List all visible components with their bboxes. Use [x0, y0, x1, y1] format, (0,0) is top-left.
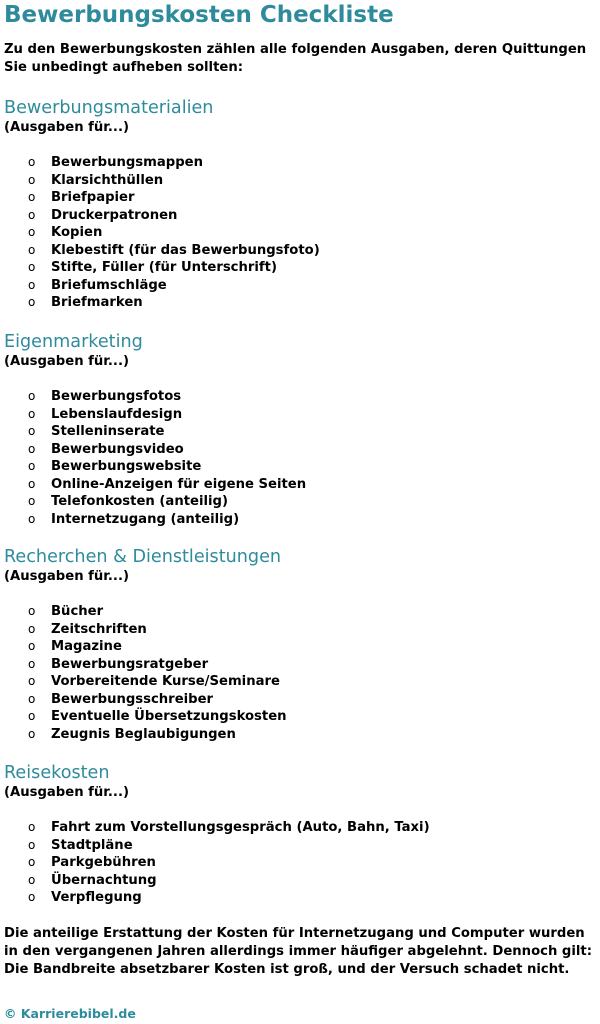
list-item-text: Internetzugang (anteilig): [51, 511, 240, 527]
bullet-circle-icon: o: [28, 837, 36, 852]
bullet-circle-icon: o: [28, 820, 36, 834]
bullet-circle-icon: o: [28, 295, 36, 309]
checklist: [4, 154, 596, 312]
section-heading: Bewerbungsmaterialien: [4, 98, 214, 118]
list-item-text: Briefumschläge: [51, 277, 167, 293]
bullet-circle-icon: o: [28, 855, 36, 869]
list-item-text: Bewerbungsschreiber: [51, 691, 214, 707]
list-item: [4, 406, 596, 424]
bullet-circle-icon: o: [28, 674, 36, 688]
intro-paragraph: Zu den Bewerbungskosten zählen alle folgenden Ausgaben, deren Quittungen Sie unbedingt aufheben sollten:: [4, 42, 587, 75]
bullet-circle-icon: o: [28, 872, 36, 887]
checklist: [4, 603, 596, 743]
section-eigenmarketing: [4, 331, 596, 528]
bullet-circle-icon: o: [28, 656, 36, 671]
list-item: [4, 726, 596, 744]
bullet-circle-icon: o: [28, 260, 36, 274]
list-item: [4, 242, 596, 260]
bullet-circle-icon: o: [28, 511, 36, 526]
bullet-circle-icon: o: [28, 172, 36, 187]
list-item: [4, 673, 596, 691]
outro-block: [4, 925, 600, 979]
list-item-text: Briefpapier: [51, 190, 135, 205]
list-item-text: Druckerpatronen: [51, 207, 178, 223]
list-item: [4, 837, 596, 855]
bullet-circle-icon: o: [28, 389, 36, 403]
list-item: [4, 224, 596, 242]
list-item-text: Klebestift (für das Bewerbungsfoto): [51, 242, 320, 258]
bullet-circle-icon: o: [28, 726, 36, 741]
list-item-text: Klarsichthüllen: [51, 172, 164, 188]
list-item-text: Parkgebühren: [51, 855, 156, 870]
section-heading: Reisekosten: [4, 763, 110, 783]
list-item: [4, 889, 596, 907]
list-item-text: Zeitschriften: [51, 621, 147, 637]
outro-paragraph: Die anteilige Erstattung der Kosten für Internetzugang und Computer wurden in den vergangenen Jahren allerdings immer häufiger abgelehnt. Dennoch gilt: Die Bandbreite absetzbarer Kosten ist groß, und der Versuch schadet nicht.: [4, 926, 592, 977]
list-item: [4, 388, 596, 406]
list-item: [4, 638, 596, 656]
section-bewerbungsmaterialien: [4, 97, 596, 312]
list-item: [4, 493, 596, 511]
list-item: [4, 154, 596, 172]
list-item: [4, 189, 596, 207]
bullet-circle-icon: o: [28, 190, 36, 204]
list-item: [4, 476, 596, 494]
bullet-circle-icon: o: [28, 621, 36, 636]
bullet-circle-icon: o: [28, 207, 36, 222]
bullet-circle-icon: o: [28, 225, 36, 239]
section-heading: Recherchen & Dienstleistungen: [4, 547, 282, 567]
section-heading: Eigenmarketing: [4, 332, 143, 352]
list-item: [4, 872, 596, 890]
list-item-text: Eventuelle Übersetzungskosten: [51, 709, 287, 724]
list-item: [4, 708, 596, 726]
list-item-text: Zeugnis Beglaubigungen: [51, 726, 236, 742]
page-title: Bewerbungskosten Checkliste: [4, 2, 394, 28]
list-item: [4, 423, 596, 441]
checklist: [4, 819, 596, 907]
list-item: [4, 854, 596, 872]
bullet-circle-icon: o: [28, 424, 36, 438]
list-item: [4, 819, 596, 837]
list-item-text: Magazine: [51, 639, 122, 654]
bullet-circle-icon: o: [28, 277, 36, 292]
bullet-circle-icon: o: [28, 476, 36, 491]
list-item: [4, 277, 596, 295]
list-item-text: Online-Anzeigen für eigene Seiten: [51, 476, 307, 492]
list-item-text: Bewerbungswebsite: [51, 459, 202, 474]
list-item: [4, 441, 596, 459]
footer-copyright: © Karrierebibel.de: [4, 1006, 136, 1021]
list-item: [4, 207, 596, 225]
list-item: [4, 172, 596, 190]
bullet-circle-icon: o: [28, 406, 36, 421]
list-item: [4, 294, 596, 312]
list-item-text: Übernachtung: [51, 872, 157, 888]
list-item-text: Bücher: [51, 604, 104, 619]
bullet-circle-icon: o: [28, 691, 36, 706]
list-item: [4, 603, 596, 621]
bullet-circle-icon: o: [28, 155, 36, 169]
bullet-circle-icon: o: [28, 242, 36, 257]
list-item-text: Briefmarken: [51, 295, 143, 310]
list-item-text: Bewerbungsmappen: [51, 155, 203, 170]
bullet-circle-icon: o: [28, 639, 36, 653]
list-item: [4, 259, 596, 277]
section-recherchen-dienstleistungen: [4, 546, 596, 743]
list-item-text: Fahrt zum Vorstellungsgespräch (Auto, Bahn, Taxi): [51, 820, 430, 835]
list-item-text: Stelleninserate: [51, 424, 165, 439]
section-subheading: (Ausgaben für...): [4, 354, 129, 369]
list-item-text: Lebenslaufdesign: [51, 406, 183, 422]
section-subheading: (Ausgaben für...): [4, 785, 129, 800]
list-item-text: Stifte, Füller (für Unterschrift): [51, 260, 277, 275]
list-item-text: Bewerbungsfotos: [51, 389, 182, 404]
bullet-circle-icon: o: [28, 709, 36, 723]
list-item: [4, 511, 596, 529]
list-item: [4, 691, 596, 709]
list-item-text: Kopien: [51, 225, 103, 240]
list-item: [4, 458, 596, 476]
bullet-circle-icon: o: [28, 494, 36, 508]
section-subheading: (Ausgaben für...): [4, 569, 129, 584]
list-item-text: Vorbereitende Kurse/Seminare: [51, 674, 280, 689]
bullet-circle-icon: o: [28, 459, 36, 473]
list-item: [4, 656, 596, 674]
section-subheading: (Ausgaben für...): [4, 120, 129, 135]
list-item-text: Stadtpläne: [51, 837, 133, 853]
section-reisekosten: [4, 762, 596, 907]
bullet-circle-icon: o: [28, 604, 36, 618]
list-item: [4, 621, 596, 639]
list-item-text: Verpflegung: [51, 890, 142, 905]
bullet-circle-icon: o: [28, 890, 36, 904]
checklist: [4, 388, 596, 528]
list-item-text: Telefonkosten (anteilig): [51, 494, 228, 509]
bullet-circle-icon: o: [28, 441, 36, 456]
list-item-text: Bewerbungsvideo: [51, 441, 184, 457]
list-item-text: Bewerbungsratgeber: [51, 656, 209, 672]
